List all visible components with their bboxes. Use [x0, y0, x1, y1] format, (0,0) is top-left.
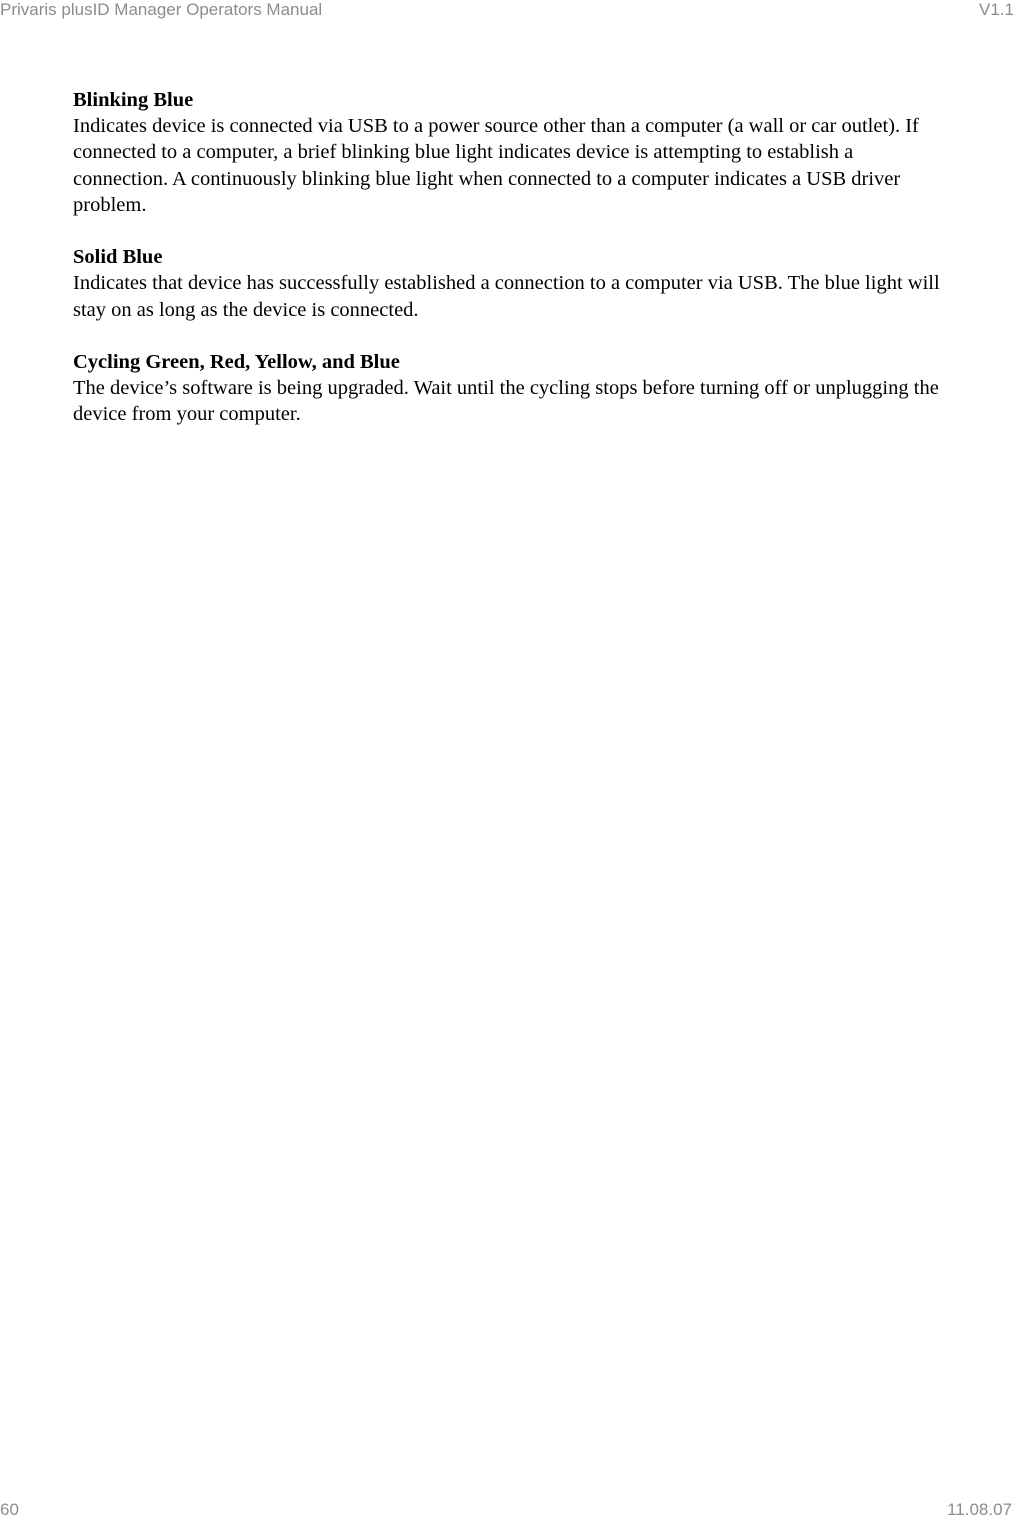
section-text: Indicates that device has successfully established a connection to a computer via USB. The blue light will stay on as long as the device is connected. [73, 272, 940, 321]
document-date: 11.08.07 [947, 1500, 1012, 1519]
document-version: V1.1 [979, 0, 1014, 19]
section-cycling-colors [73, 349, 953, 428]
section-text: Indicates device is connected via USB to a power source other than a computer (a wall or car outlet). If connected to a computer, a brief blinking blue light indicates device is attempting to establish a connection. A continuously blinking blue light when connected to a computer indicates a USB driver problem. [73, 115, 919, 216]
document-header-title: Privaris plusID Manager Operators Manual [0, 0, 323, 19]
section-heading: Cycling Green, Red, Yellow, and Blue [73, 351, 400, 373]
page-number: 60 [0, 1500, 19, 1519]
page-content [73, 87, 953, 454]
section-blinking-blue [73, 87, 953, 218]
section-heading: Solid Blue [73, 246, 163, 269]
section-solid-blue [73, 244, 953, 323]
section-heading: Blinking Blue [73, 89, 194, 111]
section-text: The device’s software is being upgraded. Wait until the cycling stops before turning off or unplugging the device from your computer. [73, 377, 939, 426]
